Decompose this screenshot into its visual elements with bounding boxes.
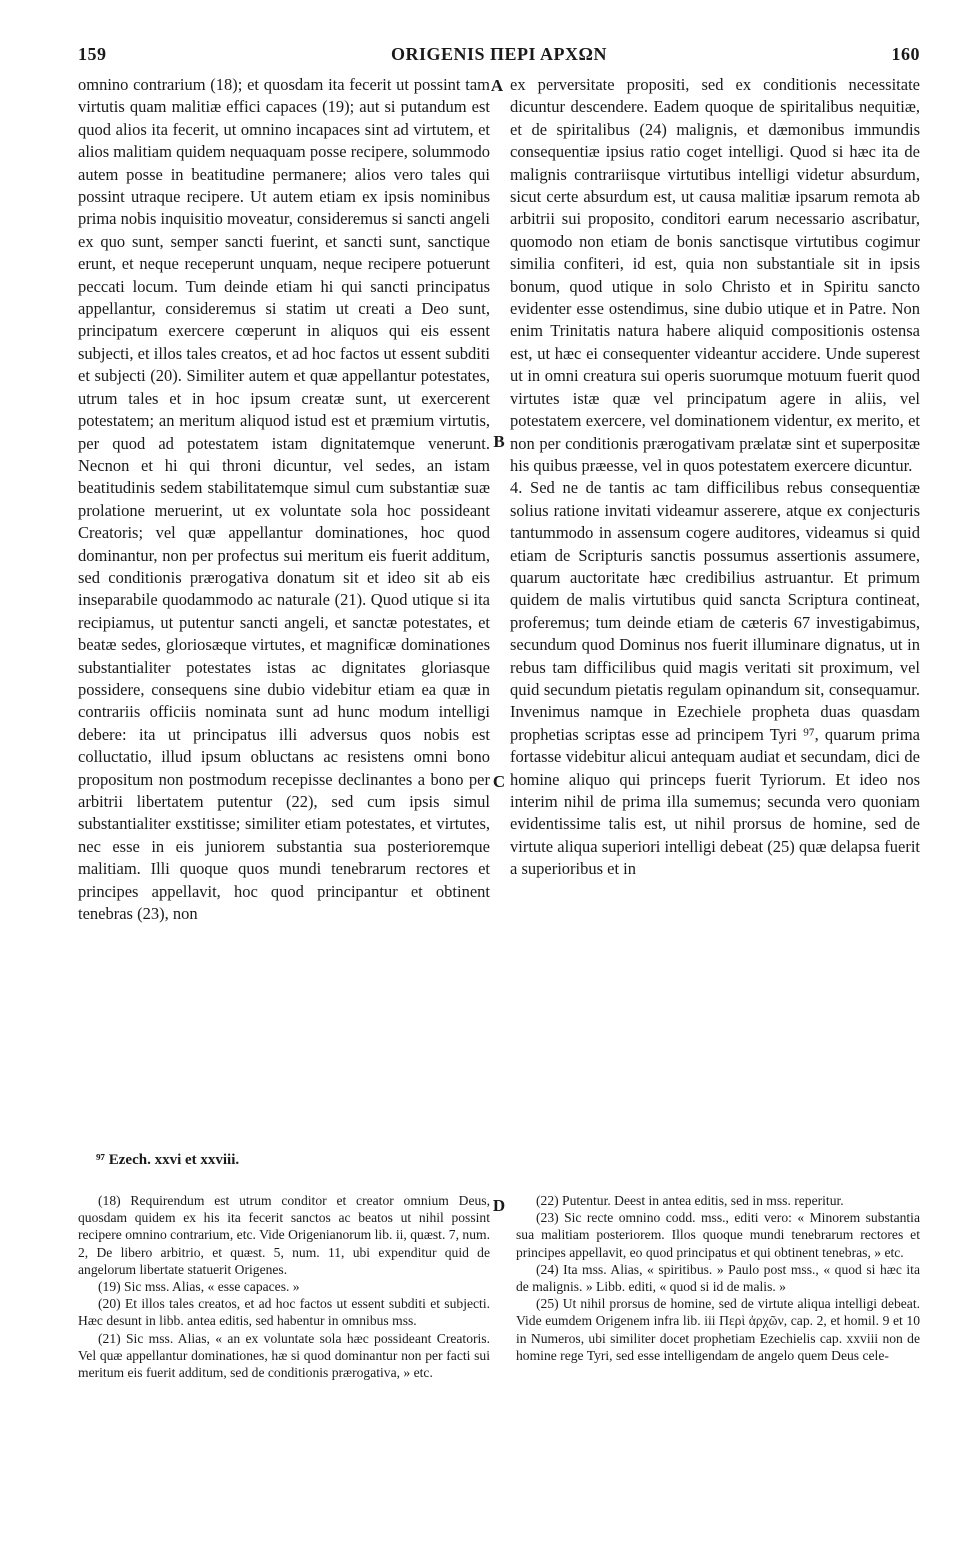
right-paragraph-section-4: 4. Sed ne de tantis ac tam difficilibus rebus consequentiæ solius ratione invitati videamur asserere, atque ex conjecturis tantummodo in assensum cogere auditores, videamus si quid etiam de Scripturis sanctis possumus assertionis assumere, quarum auctoritate hæc credibilius astruantur. Et primum quidem de malis virtutibus quid sancta Scriptura contineat, proferemus; tum deinde etiam de cæteris 67 investigabimus, secundum quod Dominus nos fuerit illuminare dignatus, ut in rebus tam difficilibus quid magis veritati sit proximum, vel quid secundum pietatis regulam opinandum sit, consequamur. Invenimus namque in Ezechiele propheta duas quasdam prophetias scriptas esse ad principem Tyri ⁹⁷, quarum prima fortasse videbitur alicui antequam audiat et secundam, dici de homine aliquo qui princeps fuerit Tyriorum. Et ideo nos interim nihil de prima illa sumemus; secunda vero quoniam evidentissime talis est, ut nihil prorsus de homine, sed de virtute aliqua superiori intelligi debeat (25) quæ delapsa fuerit a superioribus et in: [510, 478, 920, 879]
margin-letter-d: D: [492, 1196, 506, 1215]
running-title: ORIGENIS ΠΕΡΙ ΑΡΧΩΝ: [391, 44, 607, 64]
footnote-20: (20) Et illos tales creatos, et ad hoc factos ut essent subditi et subjecti. Hæc desunt in libb. antea editis, sed habentur in omnibus mss.: [78, 1296, 490, 1329]
margin-letter-c: C: [492, 772, 506, 791]
footnotes-right: [516, 1192, 920, 1364]
footnote-18: (18) Requirendum est utrum conditor et creator omnium Deus, quosdam quidem ex his ita fecerit sanctos ac beatos ut nihil possint recipere omnino contrarium, etc. Vide Origenianorum lib. ii, quæst. 7, num. 2, De libero arbitrio, et quæst. 5, num. 11, ubi expenditur quid de angelorum libertate statuerit Origenes.: [78, 1193, 490, 1277]
margin-letter-a: A: [490, 76, 504, 95]
page-number-right: 160: [891, 44, 920, 64]
footnote-19: (19) Sic mss. Alias, « esse capaces. »: [98, 1279, 300, 1295]
margin-letter-b: B: [493, 432, 505, 451]
right-column: [510, 74, 920, 881]
running-header: [78, 36, 920, 66]
right-paragraph: ex perversitate propositi, sed ex conditionis necessitate dicuntur descendere. Eadem quoque de spiritalibus nequitiæ, et de spiritalibus (24) malignis, et dæmonibus immundis consequentiæ ipsius ratio coget intelligi. Quod si hæc ita de malignis contrariisque virtutibus intelligi videtur absurdum, sicut certe absurdum est, ut causa malitiæ ipsarum remota ab arbitrii sui proposito, conditori earum necessario ascribatur, quomodo non etiam de bonis sanctisque virtutibus cogimur similia confiteri, id est, quia non substantiale sit in ipsis bonum, quod utique in solo Christo et in Spiritu sancto evidenter esse ostendimus, sine dubio utique et in Patre. Non enim Trinitatis natura habere aliquid compositionis ostensa est, ut hæc ei consequenter videantur accidere. Unde superest ut in omni creatura sui operis suorumque motuum fuerit quod virtutes istæ quæ vel principatum agere in aliis, vel potestatem exercere, vel dominationem videntur, ex merito, et non per conditionis prærogativam prælatæ sint et superpositæ his quibus præesse, vel in quos potestatem exercere dicuntur.: [510, 75, 920, 475]
footnote-22: (22) Putentur. Deest in antea editis, sed in mss. reperitur.: [536, 1193, 844, 1208]
footnotes-left: [78, 1192, 490, 1381]
left-paragraph: omnino contrarium (18); et quosdam ita fecerit ut possint tam virtutis quam malitiæ effici capaces (19); aut si putandum est quod alios ita fecerit, ut omnino incapaces sint ad virtutem, et alios malitiam quidem nequaquam posse recipere, solummodo autem posse in beatitudine permanere; alios vero tales qui possint utraque recipere. Ut autem etiam ex ipsis nominibus prima nobis inquisitio moveatur, consideremus si sancti angeli ex quo sunt, semper sancti fuerint, et sancti sunt, sanctique erunt, et neque receperunt unquam, neque recipere potuerunt peccati locum. Tum deinde etiam hi qui sancti principatus appellantur, consideremus si statim ut creati a Deo sunt, principatum exercere cœperunt in aliquos qui eis essent subjecti, et illos tales creatos, et ad hoc factos ut essent subditi et subjecti (20). Similiter autem et quæ appellantur potestates, utrum tales et in hoc ipsum creatæ sunt, ut exercerent potestatem; an meritum aliquod istud est et præmium virtutis, per quod ad potestatem istam dignitatemque venerunt. Necnon et hi qui throni dicuntur, vel sedes, an istam beatitudinis sedem stabilitatemque simul cum substantiæ suæ prolatione meruerint, ut ex voluntate sola hoc possideant Creatoris; vel quæ appellantur dominationes, hoc quod dominantur, non per profectus sui meritum eis fuerit additum, sed conditionis prærogativa donatum sit et ideo sit ab eis inseparabile quodammodo ac naturale (21). Quod utique si ita recipiamus, ut putentur sancti angeli, et sanctæ potestates, et beatæ sedes, gloriosæque virtutes, et magnificæ dominationes substantialiter potestates istas ac dignitates gloriasque possidere, consequens sine dubio videbitur etiam ea quæ in contrariis officiis nominata sunt ad hunc modum intelligi debere: ita ut principatus illi adversus quos nobis est colluctatio, illud ipsum obluctans ac resistens omni bono propositum non postmodum recepisse declinantes a bono per arbitrii libertatem putentur (22), sed cum ipsis simul substantialiter exstitisse; similiter etiam potestates, et virtutes, nec esse in eis juniorem substantia sua posterioremque malitiam. Illi quoque quos mundi tenebrarum rectores et principes appellavit, hoc quod principantur et obtinent tenebras (23), non: [78, 75, 490, 924]
page-number-left: 159: [78, 44, 107, 64]
footnote-25: (25) Ut nihil prorsus de homine, sed de virtute aliqua intelligi debeat. Vide eumdem Origenem infra lib. iii Περὶ ἀρχῶν, cap. 2, et homil. 9 et 10 in Numeros, ubi similiter docet prophetiam Ezechielis cap. xxviii non de homine rege Tyri, sed esse intelligendam de angelo quem Deus cele-: [516, 1296, 920, 1363]
footnote-24: (24) Ita mss. Alias, « spiritibus. » Paulo post mss., « quod si hæc ita de malignis. » Libb. editi, « quod si id de malis. »: [516, 1261, 920, 1295]
footnote-21: (21) Sic mss. Alias, « an ex voluntate sola hæc possideant Creatoris. Vel quæ appellantur dominationes, hæ si quod dominantur non per facti sui meritum eis fuerit additum, sed de conditionis prærogativa, » etc.: [78, 1330, 490, 1381]
footnote-23: (23) Sic recte omnino codd. mss., editi vero: « Minorem substantia sua malitiam posteriorem. Illos quoque mundi tenebrarum rectores et principes appellavit, eo quod principatus et qui obtinent tenebras, » etc.: [516, 1210, 920, 1260]
left-column: [78, 74, 490, 925]
scripture-citation: ⁹⁷ Ezech. xxvi et xxviii.: [96, 1152, 240, 1168]
